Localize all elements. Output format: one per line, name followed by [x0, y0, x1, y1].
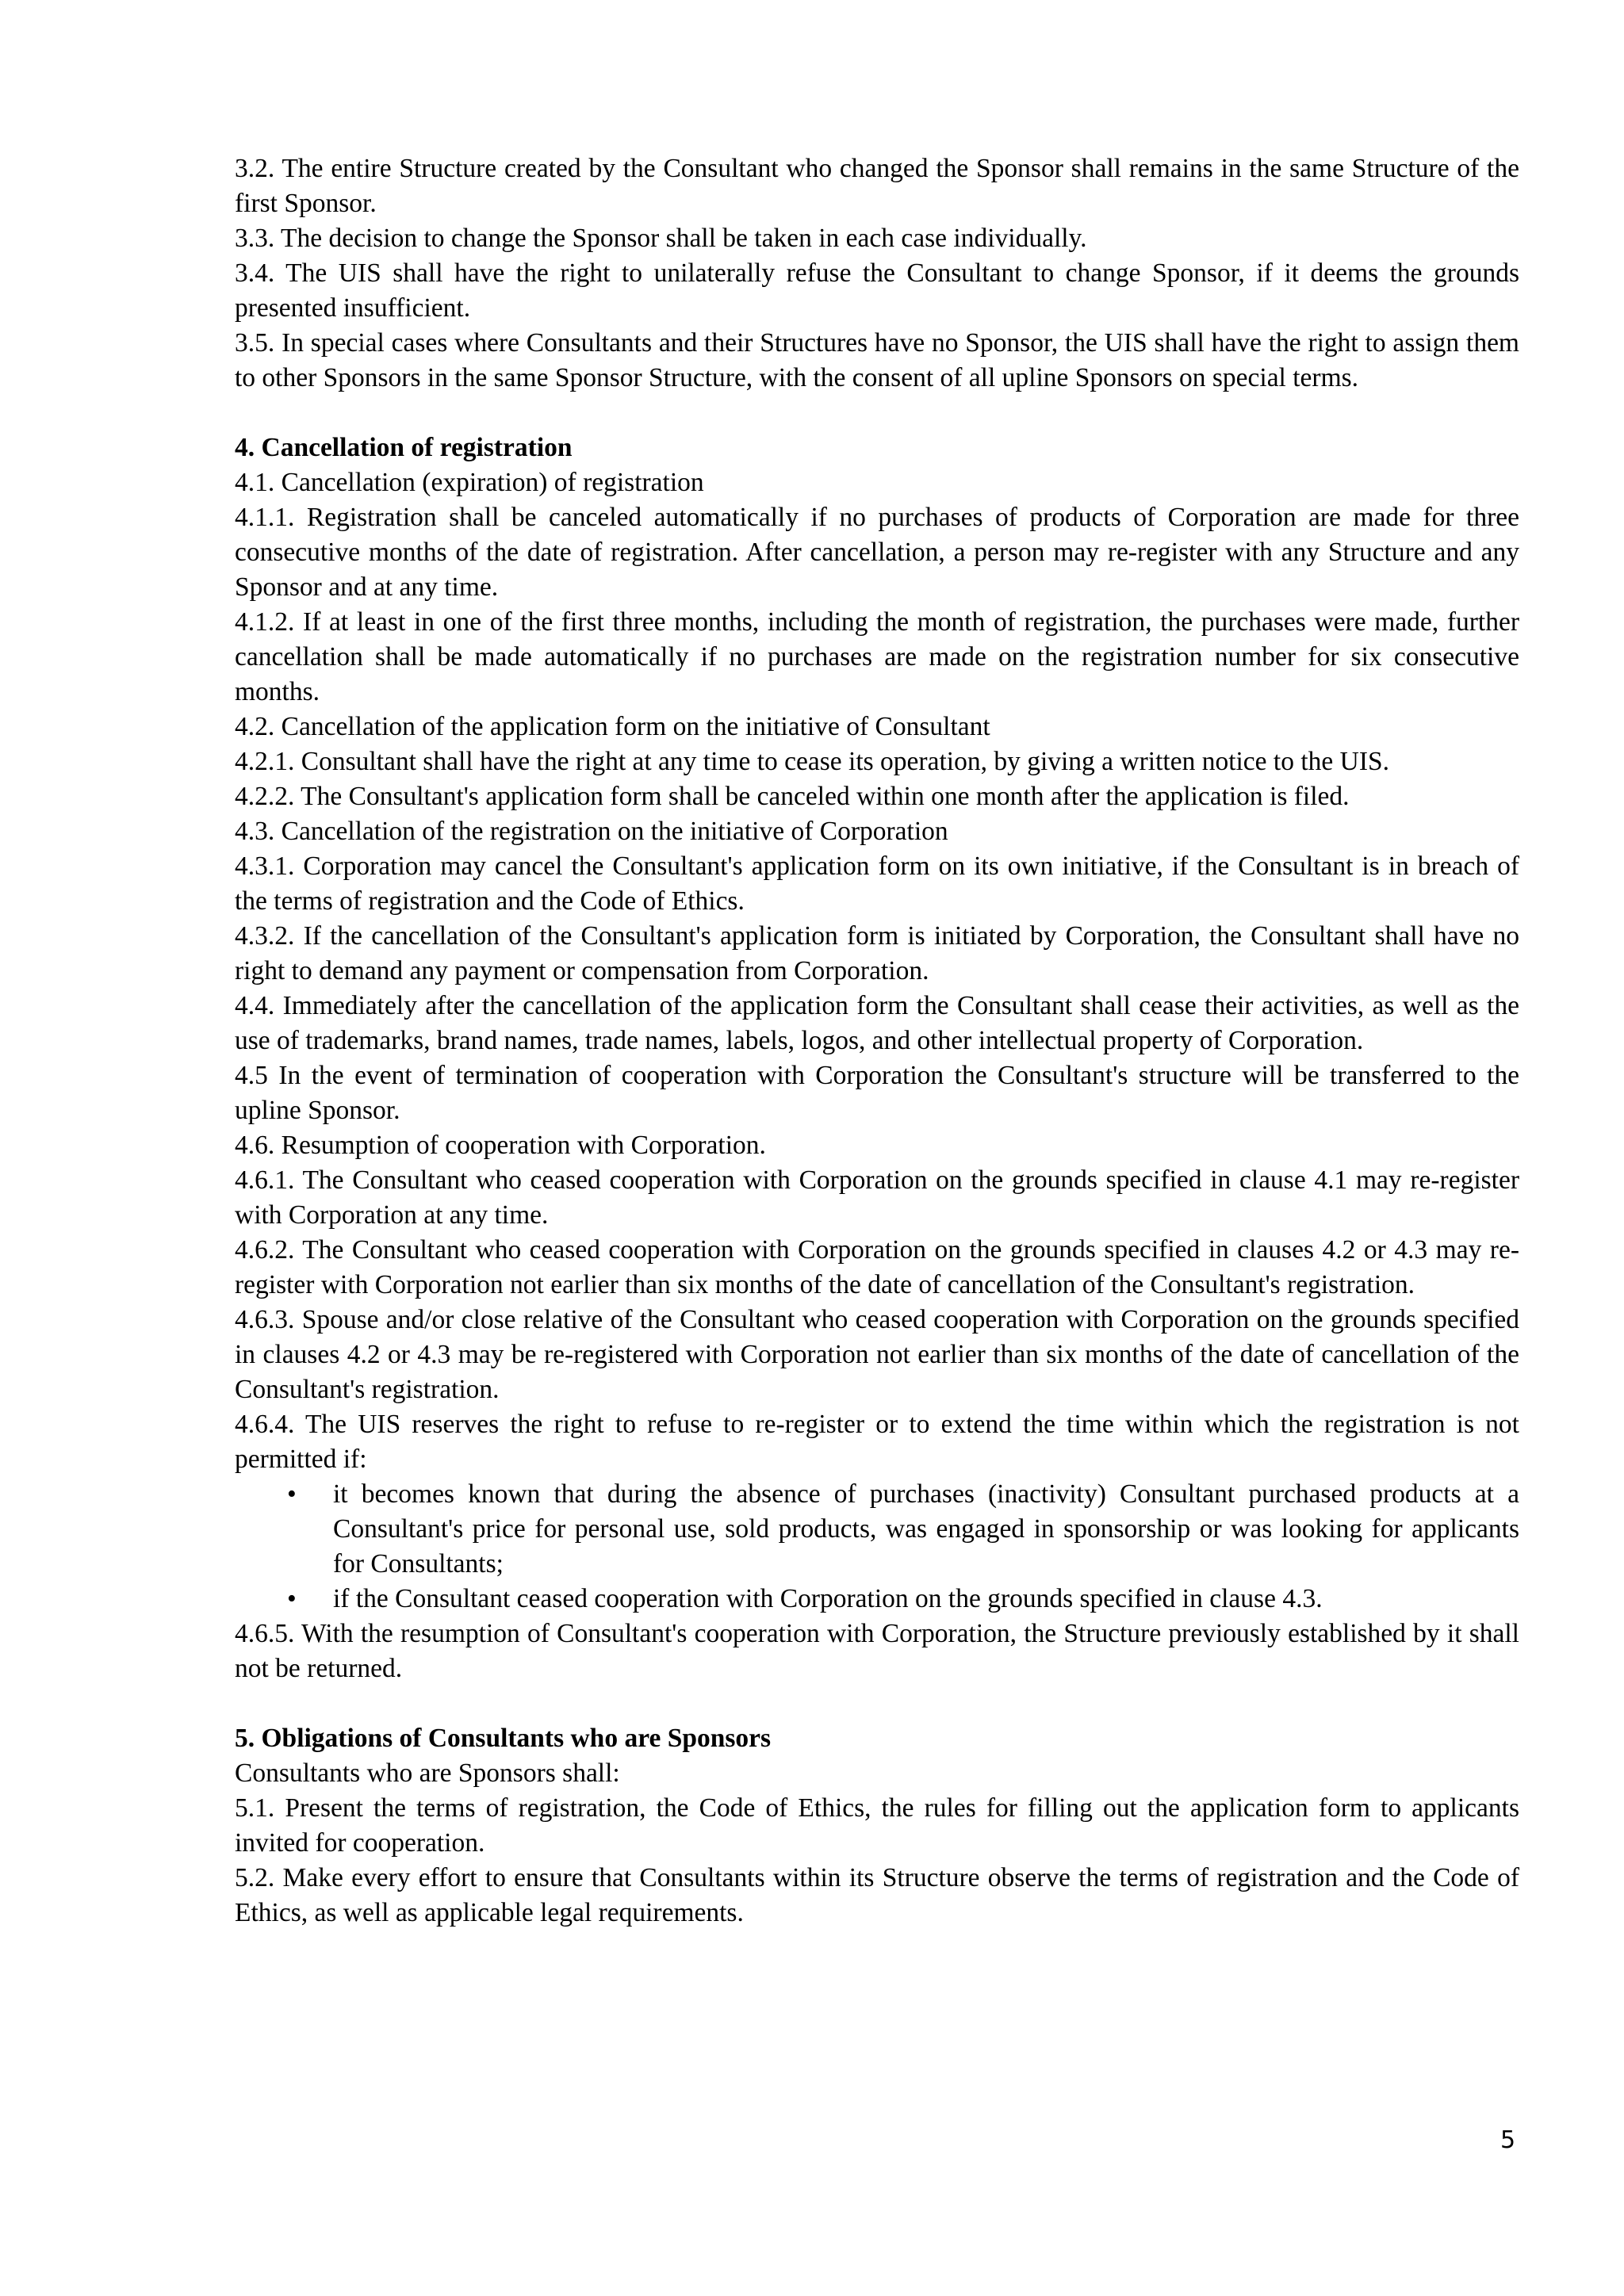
clause-4-5: 4.5 In the event of termination of cooperation with Corporation the Consultant's structure will be transferred to the upline Sponsor. [235, 1061, 1519, 1125]
clause-5-1: 5.1. Present the terms of registration, the Code of Ethics, the rules for filling out the application form to applicants invited for cooperation. [235, 1793, 1519, 1858]
list-item-text: it becomes known that during the absence of purchases (inactivity) Consultant purchased products at a Consultant's price for personal use, sold products, was engaged in sponsorship or was looking for applicants for Consultants; [333, 1479, 1519, 1578]
clause-3-2: 3.2. The entire Structure created by the Consultant who changed the Sponsor shall remains in the same Structure of the first Sponsor. [235, 154, 1519, 218]
clause-4-1: 4.1. Cancellation (expiration) of registration [235, 468, 704, 497]
clause-3-3: 3.3. The decision to change the Sponsor shall be taken in each case individually. [235, 224, 1087, 253]
clause-4-6: 4.6. Resumption of cooperation with Corporation. [235, 1131, 766, 1160]
clause-4-1-2: 4.1.2. If at least in one of the first three months, including the month of registration, the purchases were made, further cancellation shall be made automatically if no purchases are made on the registration number for six consecutive months. [235, 607, 1519, 706]
clause-4-6-1: 4.6.1. The Consultant who ceased cooperation with Corporation on the grounds specified in clause 4.1 may re-register with Corporation at any time. [235, 1165, 1519, 1230]
clause-4-6-4: 4.6.4. The UIS reserves the right to refuse to re-register or to extend the time within which the registration is not permitted if: [235, 1410, 1519, 1474]
bullet-list [235, 1477, 1519, 1617]
section-4-heading: 4. Cancellation of registration [235, 433, 573, 462]
clause-4-6-5: 4.6.5. With the resumption of Consultant's cooperation with Corporation, the Structure previously established by it shall not be returned. [235, 1619, 1519, 1683]
clause-4-6-3: 4.6.3. Spouse and/or close relative of the Consultant who ceased cooperation with Corporation on the grounds specified in clauses 4.2 or 4.3 may be re-registered with Corporation not earlier than six months of the date of cancellation of the Consultant's registration. [235, 1305, 1519, 1404]
clause-4-4: 4.4. Immediately after the cancellation of the application form the Consultant shall cease their activities, as well as the use of trademarks, brand names, trade names, labels, logos, and other intellectual property of Corporation. [235, 991, 1519, 1055]
clause-3-4: 3.4. The UIS shall have the right to unilaterally refuse the Consultant to change Sponsor, if it deems the grounds presented insufficient. [235, 258, 1519, 323]
clause-4-1-1: 4.1.1. Registration shall be canceled automatically if no purchases of products of Corporation are made for three consecutive months of the date of registration. After cancellation, a person may re-register with any Structure and any Sponsor and at any time. [235, 503, 1519, 602]
clause-5-2: 5.2. Make every effort to ensure that Consultants within its Structure observe the terms of registration and the Code of Ethics, as well as applicable legal requirements. [235, 1863, 1519, 1927]
clause-3-5: 3.5. In special cases where Consultants and their Structures have no Sponsor, the UIS shall have the right to assign them to other Sponsors in the same Sponsor Structure, with the consent of all upline Sponsors on special terms. [235, 328, 1519, 392]
clause-4-2-1: 4.2.1. Consultant shall have the right at any time to cease its operation, by giving a written notice to the UIS. [235, 747, 1390, 776]
bullet-icon: • [287, 1479, 297, 1509]
clause-4-3: 4.3. Cancellation of the registration on the initiative of Corporation [235, 817, 948, 846]
list-item [235, 1477, 1519, 1582]
page-number: 5 [1500, 2126, 1516, 2154]
document-body [235, 151, 1519, 1931]
list-item-text: if the Consultant ceased cooperation with Corporation on the grounds specified in clause 4.3. [333, 1584, 1323, 1613]
clause-4-3-2: 4.3.2. If the cancellation of the Consultant's application form is initiated by Corporation, the Consultant shall have no right to demand any payment or compensation from Corporation. [235, 921, 1519, 985]
section-5-heading: 5. Obligations of Consultants who are Sponsors [235, 1724, 772, 1753]
bullet-icon: • [287, 1584, 297, 1613]
clause-4-6-2: 4.6.2. The Consultant who ceased cooperation with Corporation on the grounds specified in clauses 4.2 or 4.3 may re-register with Corporation not earlier than six months of the date of cancellation of the Consultant's registration. [235, 1235, 1519, 1299]
list-item [235, 1582, 1519, 1617]
clause-4-2-2: 4.2.2. The Consultant's application form shall be canceled within one month after the application is filed. [235, 782, 1350, 811]
section-5-intro: Consultants who are Sponsors shall: [235, 1758, 620, 1788]
clause-4-3-1: 4.3.1. Corporation may cancel the Consultant's application form on its own initiative, if the Consultant is in breach of the terms of registration and the Code of Ethics. [235, 851, 1519, 916]
clause-4-2: 4.2. Cancellation of the application form on the initiative of Consultant [235, 712, 990, 741]
